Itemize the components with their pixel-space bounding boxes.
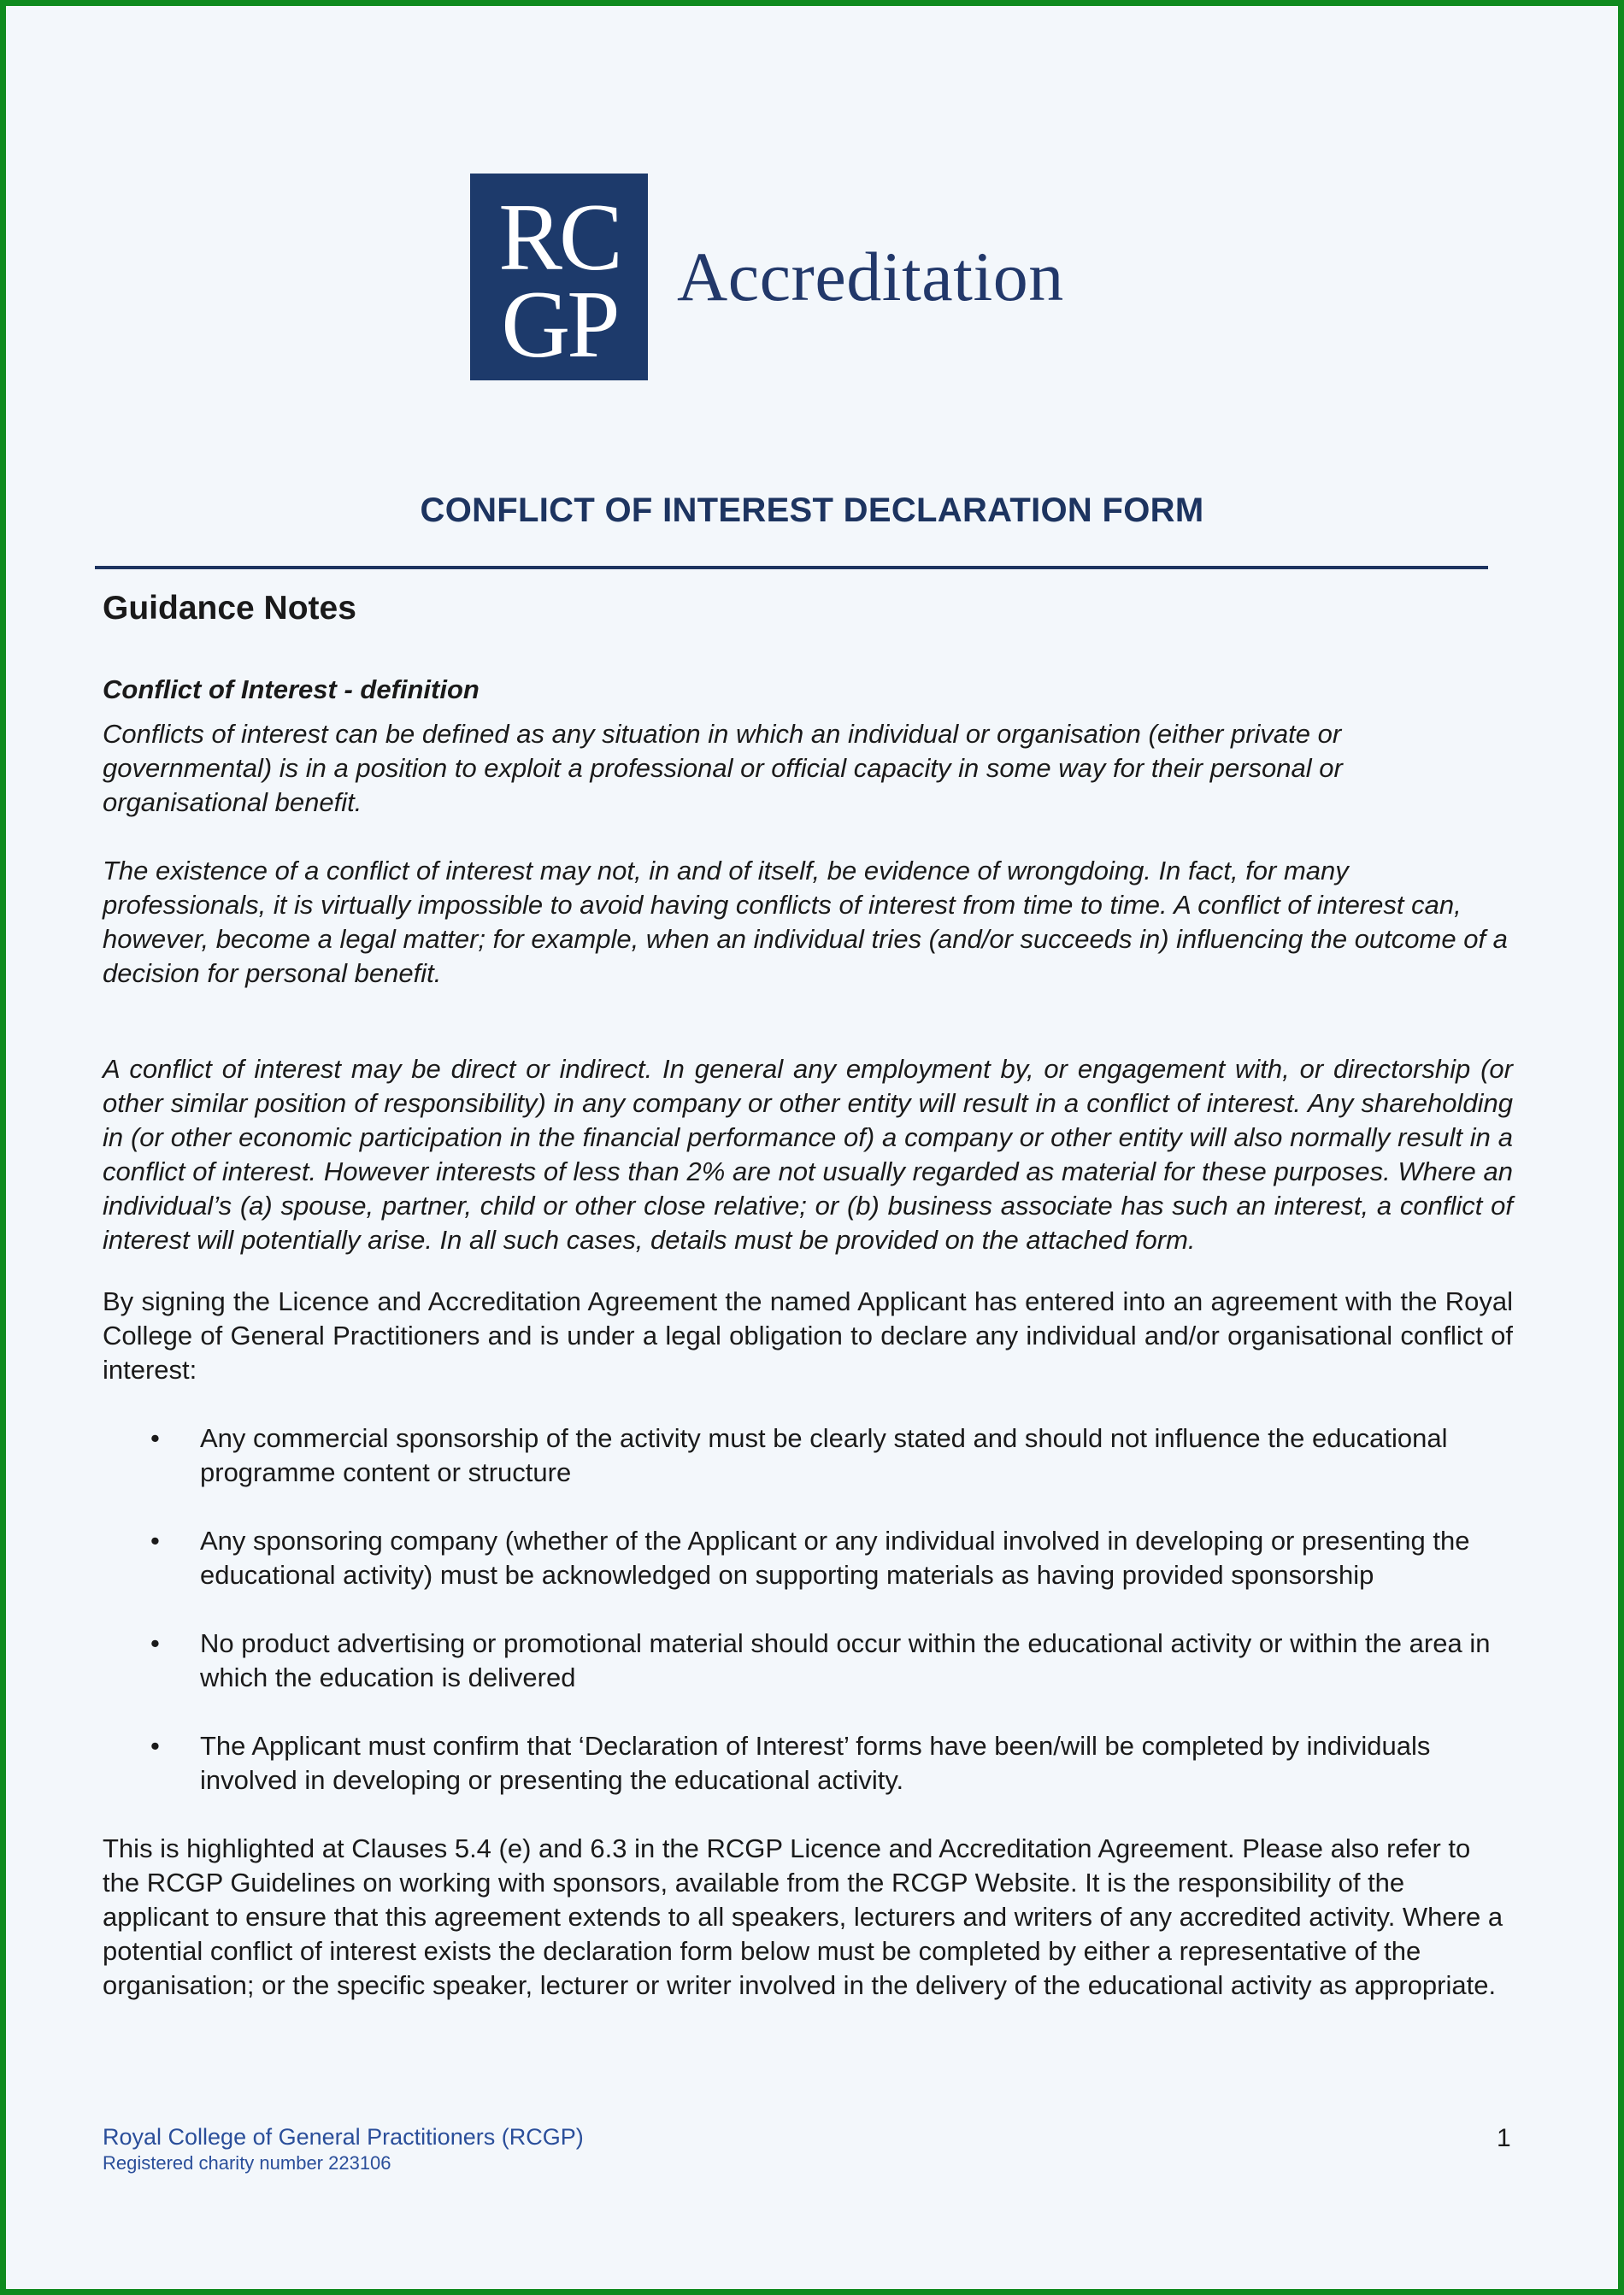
- direct-indirect-paragraph: A conflict of interest may be direct or indirect. In general any employment by, or engagement with, or directorship (or other similar position of responsibility) in any company or other entity will result in a conflict of interest. Any shareholding in (or other economic participation in the financial performance of) a company or other entity will also normally result in a conflict of interest. However interests of less than 2% are not usually regarded as material for these purposes. Where an individual’s (a) spouse, partner, child or other close relative; or (b) business associate has such an interest, a conflict of interest will potentially arise. In all such cases, details must be provided on the attached form.: [103, 1054, 1513, 1255]
- footer-organisation: Royal College of General Practitioners (RCGP): [103, 2124, 584, 2150]
- agreement-paragraph: By signing the Licence and Accreditation Agreement the named Applicant has entered into an agreement with the Royal College of General Practitioners and is under a legal obligation to declare any individual and/or organisational conflict of interest:: [103, 1286, 1513, 1385]
- monogram-rc-text: RC: [498, 185, 620, 291]
- rcgp-accreditation-logo: [470, 174, 1064, 380]
- definition-heading: Conflict of Interest - definition: [103, 674, 480, 704]
- list-item-text: Any commercial sponsorship of the activity must be clearly stated and should not influence the educational programme content or structure: [200, 1423, 1448, 1487]
- form-title: CONFLICT OF INTEREST DECLARATION FORM: [420, 491, 1204, 529]
- footer-charity-number: Registered charity number 223106: [103, 2152, 391, 2174]
- wrongdoing-paragraph: The existence of a conflict of interest may not, in and of itself, be evidence of wrongdoing. In fact, for many professionals, it is virtually impossible to avoid having conflicts of interest from time to time. A conflict of interest can, however, become a legal matter; for example, when an individual tries (and/or succeeds in) influencing the outcome of a decision for personal benefit.: [103, 856, 1508, 988]
- obligation-list: [103, 1421, 1513, 1798]
- guidance-section: [103, 587, 1513, 2003]
- list-item-text: The Applicant must confirm that ‘Declaration of Interest’ forms have been/will be completed by individuals involved in developing or presenting the educational activity.: [200, 1731, 1431, 1795]
- title-divider: [95, 566, 1488, 569]
- definition-paragraph: Conflicts of interest can be defined as any situation in which an individual or organisation (either private or governmental) is in a position to exploit a professional or official capacity in some way for their personal or organisational benefit.: [103, 719, 1343, 817]
- bullet-icon: •: [150, 1731, 160, 1761]
- list-item-text: Any sponsoring company (whether of the Applicant or any individual involved in developing or presenting the educational activity) must be acknowledged on supporting materials as having provided sponsorship: [200, 1526, 1470, 1590]
- list-item: [103, 1421, 1513, 1490]
- bullet-icon: •: [150, 1526, 160, 1556]
- page-number: 1: [1497, 2124, 1511, 2152]
- page-footer: [103, 2122, 584, 2175]
- closing-paragraph: This is highlighted at Clauses 5.4 (e) and 6.3 in the RCGP Licence and Accreditation Agreement. Please also refer to the RCGP Guidelines on working with sponsors, available from the RCGP Website. It is the responsibility of the applicant to ensure that this agreement extends to all speakers, lecturers and writers of any accredited activity. Where a potential conflict of interest exists the declaration form below must be completed by either a representative of the organisation; or the specific speaker, lecturer or writer involved in the delivery of the educational activity as appropriate.: [103, 1833, 1503, 2000]
- rcgp-monogram-logo: [470, 174, 648, 380]
- list-item: [103, 1729, 1513, 1798]
- list-item: [103, 1524, 1513, 1592]
- logo-wordmark: Accreditation: [677, 238, 1064, 315]
- bullet-icon: •: [150, 1423, 160, 1453]
- guidance-heading: Guidance Notes: [103, 590, 356, 627]
- list-item: [103, 1627, 1513, 1695]
- monogram-gp-text: GP: [501, 272, 617, 378]
- list-item-text: No product advertising or promotional material should occur within the educational activity or within the area in which the education is delivered: [200, 1628, 1491, 1692]
- bullet-icon: •: [150, 1628, 160, 1658]
